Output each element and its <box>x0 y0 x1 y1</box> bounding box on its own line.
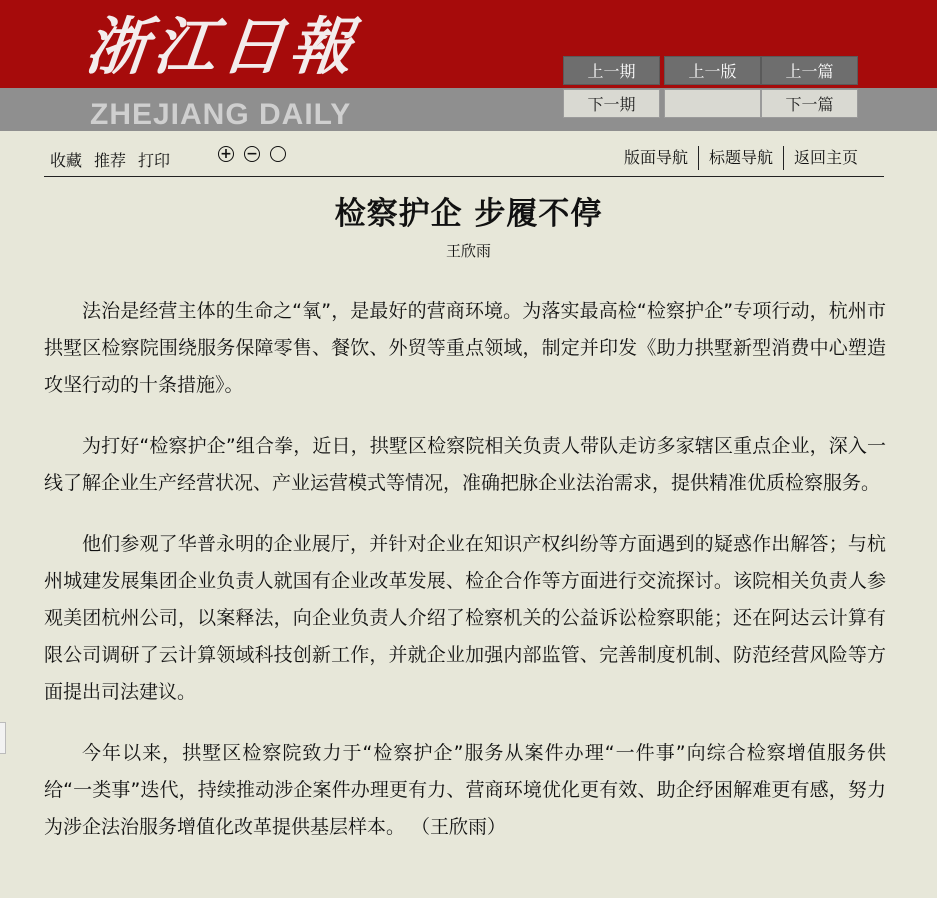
masthead <box>0 0 937 131</box>
font-zoom-controls <box>218 146 286 162</box>
toolbar <box>44 142 884 177</box>
issue-navigation <box>563 56 862 118</box>
paragraph: 法治是经营主体的生命之“氧”，是最好的营商环境。为落实最高检“检察护企”专项行动，杭州市拱墅区检察院围绕服务保障零售、餐饮、外贸等重点领域，制定并印发《助力拱墅新型消费中心塑造攻坚行动的十条措施》。 <box>44 300 886 396</box>
side-scroll-tab[interactable] <box>0 722 6 754</box>
next-page-button[interactable] <box>664 89 761 118</box>
zoom-in-icon[interactable]: + <box>218 146 234 162</box>
home-link[interactable]: 返回主页 <box>783 146 868 170</box>
page-nav-link[interactable]: 版面导航 <box>623 148 688 167</box>
favorite-link[interactable]: 收藏 <box>50 151 83 170</box>
print-link[interactable]: 打印 <box>138 151 171 170</box>
next-issue-button[interactable]: 下一期 <box>563 89 660 118</box>
title-nav-link[interactable]: 标题导航 <box>698 146 783 170</box>
article-author: 王欣雨 <box>445 242 491 260</box>
next-article-button[interactable]: 下一篇 <box>761 89 858 118</box>
prev-page-button[interactable]: 上一版 <box>664 56 761 85</box>
tool-actions <box>50 148 170 171</box>
article-title: 检察护企 步履不停 <box>334 196 603 232</box>
paragraph: 今年以来，拱墅区检察院致力于“检察护企”服务从案件办理“一件事”向综合检察增值服务供给“一类事”迭代，持续推动涉企案件办理更有力、营商环境优化更有效、助企纾困解难更有感，努力为涉企法治服务增值化改革提供基层样本。 （王欣雨） <box>44 742 886 838</box>
zoom-out-icon[interactable]: − <box>244 146 260 162</box>
zoom-reset-icon[interactable] <box>270 146 286 162</box>
article-body <box>44 293 886 870</box>
tool-navigation <box>614 146 868 170</box>
logo-english: ZHEJIANG DAILY <box>90 98 352 131</box>
prev-article-button[interactable]: 上一篇 <box>761 56 858 85</box>
prev-issue-button[interactable]: 上一期 <box>563 56 660 85</box>
paragraph: 他们参观了华普永明的企业展厅，并针对企业在知识产权纠纷等方面遇到的疑惑作出解答；与杭州城建发展集团企业负责人就国有企业改革发展、检企合作等方面进行交流探讨。该院相关负责人参观美团杭州公司，以案释法，向企业负责人介绍了检察机关的公益诉讼检察职能；还在阿达云计算有限公司调研了云计算领域科技创新工作，并就企业加强内部监管、完善制度机制、防范经营风险等方面提出司法建议。 <box>44 533 886 703</box>
recommend-link[interactable]: 推荐 <box>94 151 127 170</box>
logo-chinese: 浙江日報 <box>82 10 362 83</box>
paragraph: 为打好“检察护企”组合拳，近日，拱墅区检察院相关负责人带队走访多家辖区重点企业，深入一线了解企业生产经营状况、产业运营模式等情况，准确把脉企业法治需求，提供精准优质检察服务。 <box>44 435 886 494</box>
